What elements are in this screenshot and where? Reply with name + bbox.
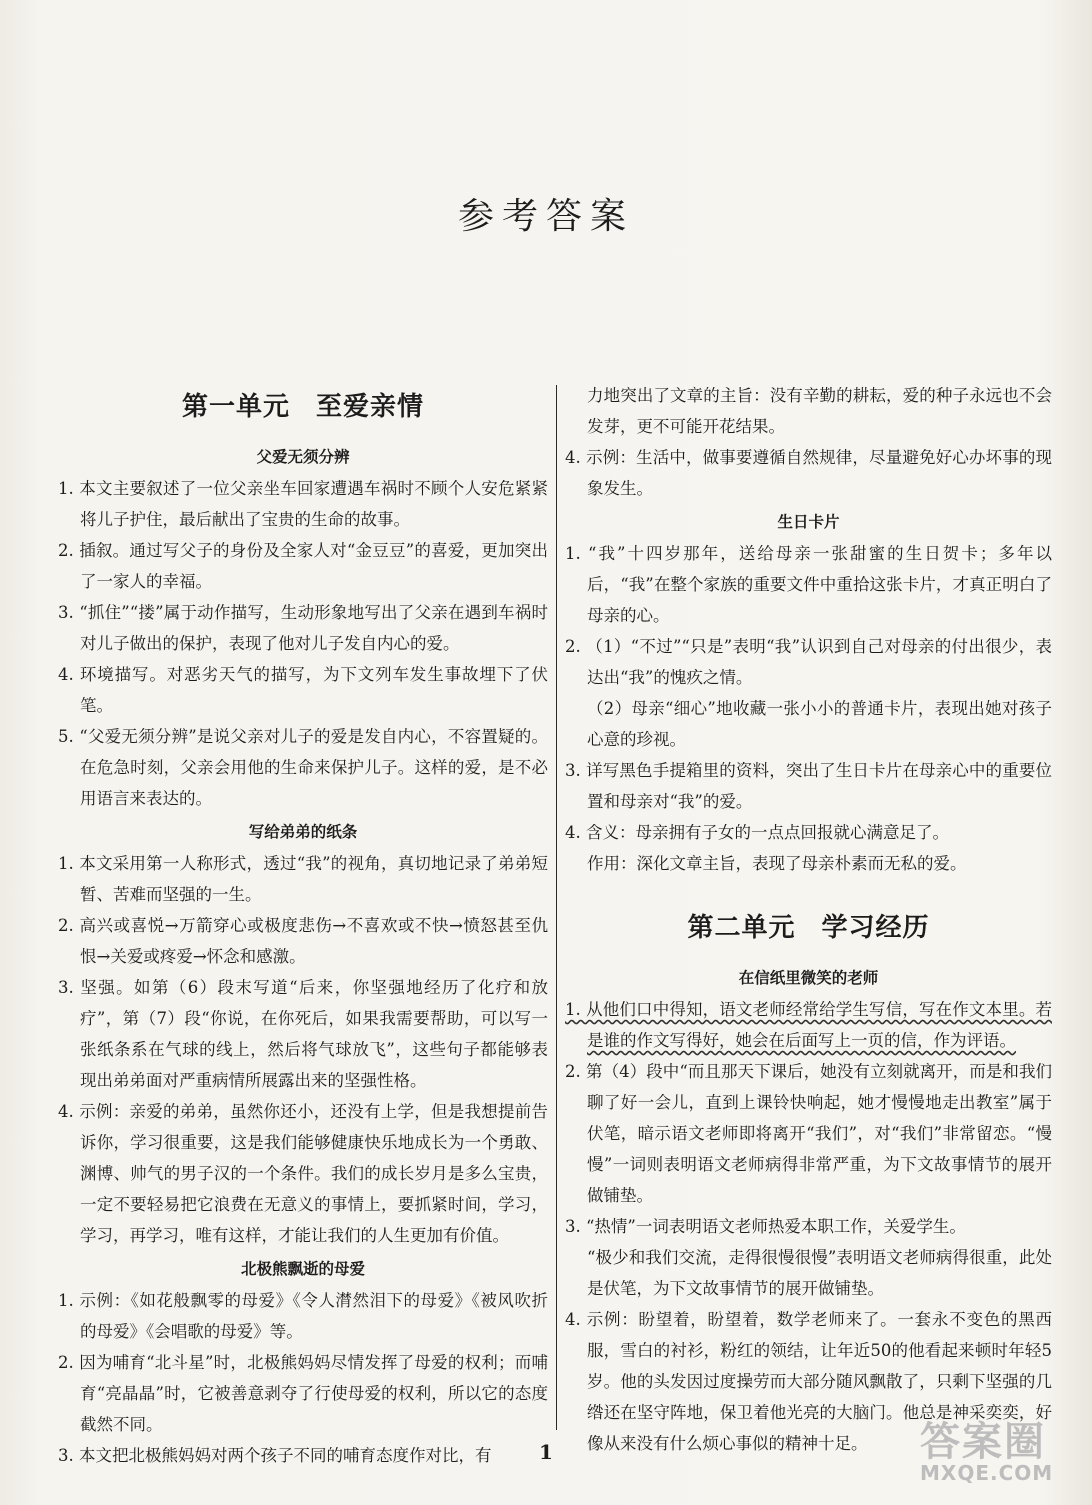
answer-continuation: （2）母亲“细心”地收藏一张小小的普通卡片，表现出她对孩子心意的珍视。: [587, 699, 1052, 749]
answer-item: 2. 第（4）段中“而且那天下课后，她没有立刻就离开，而是和我们聊了好一会儿，直到上课铃快响起，她才慢慢地走出教室”属于伏笔，暗示语文老师即将离开“我们”，对“我们”非常留恋。“慢慢”一词则表明语文老师病得非常严重，为下文故事情节的展开做铺垫。: [565, 1062, 1052, 1205]
article-title: 在信纸里微笑的老师: [738, 969, 879, 987]
answer-item: 2. 高兴或喜悦→万箭穿心或极度悲伤→不喜欢或不快→愤怒甚至仇恨→关爱或疼爱→怀念和感激。: [58, 916, 548, 966]
right-column: [565, 380, 1052, 1459]
article-title: 北极熊飘逝的母爱: [240, 1260, 365, 1278]
answer-continuation: 作用：深化文章主旨，表现了母亲朴素而无私的爱。: [587, 854, 967, 873]
page-title: 参考答案: [457, 196, 634, 237]
answer-item: 1. “我”十四岁那年，送给母亲一张甜蜜的生日贺卡；多年以后，“我”在整个家族的重要文件中重拾这张卡片，才真正明白了母亲的心。: [565, 544, 1052, 625]
watermark-logo: [920, 1410, 1080, 1500]
page-number: 1: [539, 1440, 553, 1464]
answer-item: 3. “抓住”“搂”属于动作描写，生动形象地写出了父亲在遇到车祸时对儿子做出的保护，表现了他对儿子发自内心的爱。: [58, 603, 548, 653]
answer-item: 4. 示例：亲爱的弟弟，虽然你还小，还没有上学，但是我想提前告诉你，学习很重要，这是我们能够健康快乐地成长为一个勇敢、渊博、帅气的男子汉的一个条件。我们的成长岁月是多么宝贵，一定不要轻易把它浪费在无意义的事情上，要抓紧时间，学习，学习，再学习，唯有这样，才能让我们的人生更加有价值。: [58, 1102, 548, 1245]
answer-item: 3. 坚强。如第（6）段末写道“后来，你坚强地经历了化疗和放疗”，第（7）段“你说，在你死后，如果我需要帮助，可以写一张纸条系在气球的线上，然后将气球放飞”，这些句子都能够表现出弟弟面对严重病情所展露出来的坚强性格。: [58, 978, 548, 1090]
answer-item: 2. 插叙。通过写父子的身份及全家人对“金豆豆”的喜爱，更加突出了一家人的幸福。: [58, 541, 548, 591]
answer-item: 1. 本文主要叙述了一位父亲坐车回家遭遇车祸时不顾个人安危紧紧将儿子护住，最后献出了宝贵的生命的故事。: [58, 479, 548, 529]
watermark-top: 答案圈: [920, 1419, 1046, 1465]
article-title: 生日卡片: [777, 513, 840, 531]
unit-number: 第二单元: [687, 913, 796, 943]
answer-continuation: 力地突出了文章的主旨：没有辛勤的耕耘，爱的种子永远也不会发芽，更不可能开花结果。: [587, 386, 1052, 436]
answer-item: [565, 994, 1052, 1056]
underlined-answer: 1. 从他们口中得知，语文老师经常给学生写信，写在作文本里。若是谁的作文写得好，她会在后面写上一页的信，作为评语。: [565, 1000, 1052, 1050]
unit-heading: [58, 386, 548, 423]
answer-item: 5. “父爱无须分辨”是说父亲对儿子的爱是发自内心，不容置疑的。在危急时刻，父亲会用他的生命来保护儿子。这样的爱，是不必用语言来表达的。: [58, 727, 548, 808]
unit-theme: 至爱亲情: [316, 392, 425, 422]
article-title: 父爱无须分辨: [256, 448, 350, 466]
answer-item: 4. 示例：生活中，做事要遵循自然规律，尽量避免好心办坏事的现象发生。: [565, 448, 1052, 498]
answer-item: 3. 本文把北极熊妈妈对两个孩子不同的哺育态度作对比，有: [58, 1446, 492, 1465]
answer-item: 2. （1）“不过”“只是”表明“我”认识到自己对母亲的付出很少，表达出“我”的愧疚之情。: [565, 637, 1052, 687]
answer-item: 4. 含义：母亲拥有子女的一点点回报就心满意足了。: [565, 823, 949, 842]
unit-theme: 学习经历: [821, 913, 930, 943]
answer-item: 3. 详写黑色手提箱里的资料，突出了生日卡片在母亲心中的重要位置和母亲对“我”的爱。: [565, 761, 1052, 811]
left-column: [58, 380, 548, 1471]
answer-item: 3. “热情”一词表明语文老师热爱本职工作，关爱学生。: [565, 1217, 966, 1236]
answer-item: 4. 示例：盼望着，盼望着，数学老师来了。一套永不变色的黑西服，雪白的衬衫，粉红的领结，让年近50的他看起来顿时年轻5岁。他的头发因过度操劳而大部分随风飘散了，只剩下坚强的几绺还在坚守阵地，保卫着他光亮的大脑门。他总是神采奕奕，好像从来没有什么烦心事似的精神十足。: [565, 1310, 1052, 1453]
column-divider: [556, 385, 557, 1430]
watermark-bottom: MXQE.COM: [920, 1461, 1054, 1485]
answer-item: 1. 示例：《如花般飘零的母爱》《令人潸然泪下的母爱》《被风吹折的母爱》《会唱歌的母爱》等。: [58, 1291, 548, 1341]
unit-heading: [565, 907, 1052, 944]
answer-continuation: “极少和我们交流，走得很慢很慢”表明语文老师病得很重，此处是伏笔，为下文故事情节的展开做铺垫。: [587, 1248, 1052, 1298]
answer-item: 1. 本文采用第一人称形式，透过“我”的视角，真切地记录了弟弟短暂、苦难而坚强的一生。: [58, 854, 548, 904]
answer-item: 2. 因为哺育“北斗星”时，北极熊妈妈尽情发挥了母爱的权利；而哺育“亮晶晶”时，它被善意剥夺了行使母爱的权利，所以它的态度截然不同。: [58, 1353, 548, 1434]
article-title: 写给弟弟的纸条: [248, 823, 358, 841]
unit-number: 第一单元: [181, 392, 290, 422]
answer-item: 4. 环境描写。对恶劣天气的描写，为下文列车发生事故埋下了伏笔。: [58, 665, 548, 715]
